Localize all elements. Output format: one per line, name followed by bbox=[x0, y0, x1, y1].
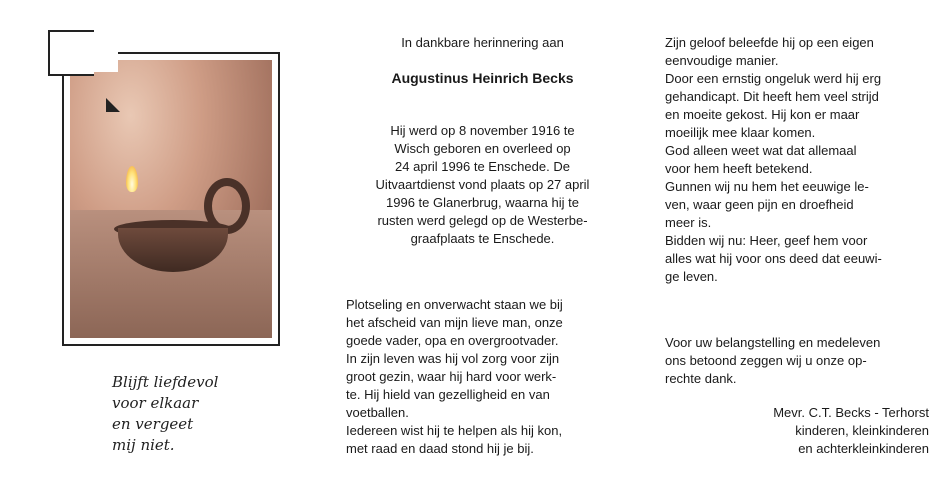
poem-line: voor elkaar bbox=[112, 394, 199, 412]
paragraph-line: Iedereen wist hij te helpen als hij kon, bbox=[346, 423, 563, 438]
flame-icon bbox=[126, 166, 138, 192]
bio-line: Uitvaartdienst vond plaats op 27 april bbox=[375, 177, 590, 192]
paragraph-line: Zijn geloof beleefde hij op een eigen bbox=[665, 35, 874, 50]
paragraph-line: God alleen weet wat dat allemaal bbox=[665, 143, 857, 158]
paragraph-line: met raad en daad stond hij je bij. bbox=[346, 441, 534, 456]
oil-lamp-photo bbox=[70, 60, 272, 338]
middle-panel bbox=[320, 0, 645, 500]
photo-frame bbox=[62, 52, 280, 346]
paragraph-line: Voor uw belangstelling en medeleven bbox=[665, 335, 881, 350]
cross-emblem-cutout bbox=[88, 42, 118, 72]
paragraph-line: het afscheid van mijn lieve man, onze bbox=[346, 315, 563, 330]
paragraph-line: Plotseling en onverwacht staan we bij bbox=[346, 297, 563, 312]
deceased-name: Augustinus Heinrich Becks bbox=[391, 70, 574, 86]
paragraph-line: ge leven. bbox=[665, 269, 718, 284]
paragraph-line: voor hem heeft betekend. bbox=[665, 161, 813, 176]
paragraph-line: alles wat hij voor ons deed dat eeuwi- bbox=[665, 251, 882, 266]
bio-line: Hij werd op 8 november 1916 te bbox=[390, 123, 575, 138]
paragraph-line: en moeite gekost. Hij kon er maar bbox=[665, 107, 860, 122]
paragraph-line: voetballen. bbox=[346, 405, 409, 420]
paragraph-line: Bidden wij nu: Heer, geef hem voor bbox=[665, 233, 868, 248]
paragraph-line: goede vader, opa en overgrootvader. bbox=[346, 333, 559, 348]
paragraph-line: meer is. bbox=[665, 215, 712, 230]
paragraph-line: Gunnen wij nu hem het eeuwige le- bbox=[665, 179, 869, 194]
poem-line: en vergeet bbox=[112, 415, 194, 433]
poem-line: mij niet. bbox=[112, 436, 175, 454]
paragraph-line: gehandicapt. Dit heeft hem veel strijd bbox=[665, 89, 879, 104]
poem-line: Blijft liefdevol bbox=[112, 373, 219, 391]
memorial-paragraph bbox=[346, 296, 618, 458]
signature-line: kinderen, kleinkinderen bbox=[795, 423, 929, 438]
paragraph-line: ven, waar geen pijn en droefheid bbox=[665, 197, 854, 212]
signature-line: en achterkleinkinderen bbox=[798, 441, 929, 456]
header: In dankbare herinnering aan bbox=[401, 35, 564, 50]
bio-line: 1996 te Glanerbrug, waarna hij te bbox=[386, 195, 579, 210]
paragraph-line: rechte dank. bbox=[665, 371, 737, 386]
paragraph-line: ons betoond zeggen wij u onze op- bbox=[665, 353, 867, 368]
biography bbox=[356, 122, 609, 248]
paragraph-line: moeilijk mee klaar komen. bbox=[665, 125, 816, 140]
paragraph-line: groot gezin, waar hij hard voor werk- bbox=[346, 369, 557, 384]
bio-line: rusten werd gelegd op de Westerbe- bbox=[377, 213, 588, 228]
triangle-icon bbox=[106, 98, 120, 112]
signature bbox=[665, 404, 929, 458]
faith-paragraph bbox=[665, 34, 929, 286]
left-panel bbox=[0, 0, 320, 500]
paragraph-line: eenvoudige manier. bbox=[665, 53, 779, 68]
paragraph-line: te. Hij hield van gezelligheid en van bbox=[346, 387, 550, 402]
thanks-paragraph bbox=[665, 334, 929, 388]
poem bbox=[112, 372, 312, 456]
signature-line: Mevr. C.T. Becks - Terhorst bbox=[773, 405, 929, 420]
bio-line: Wisch geboren en overleed op bbox=[394, 141, 571, 156]
bio-line: 24 april 1996 te Enschede. De bbox=[395, 159, 570, 174]
paragraph-line: Door een ernstig ongeluk werd hij erg bbox=[665, 71, 882, 86]
right-panel bbox=[645, 0, 951, 500]
paragraph-line: In zijn leven was hij vol zorg voor zijn bbox=[346, 351, 560, 366]
bio-line: graafplaats te Enschede. bbox=[410, 231, 555, 246]
